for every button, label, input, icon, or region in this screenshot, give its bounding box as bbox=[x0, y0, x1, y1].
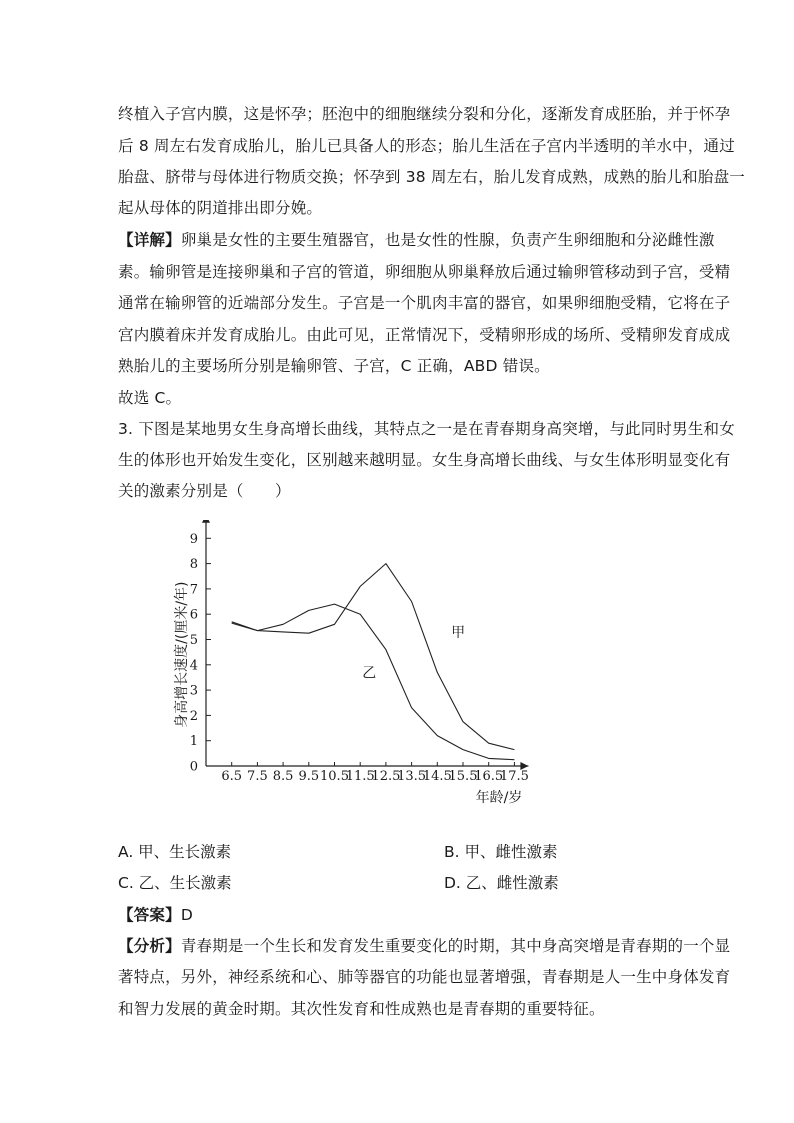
detail-line-5: 熟胎儿的主要场所分别是输卵管、子宫，C 正确，ABD 错误。 bbox=[118, 357, 550, 375]
x-axis-label: 年龄/岁 bbox=[475, 790, 523, 806]
option-b[interactable]: B. 甲、雌性激素 bbox=[444, 843, 558, 861]
series-label-yi: 乙 bbox=[362, 665, 377, 682]
analysis-text: 青春期是一个生长和发育发生重要变化的时期，其中身高突增是青春期的一个显 bbox=[180, 937, 731, 955]
question-line-3: 关的激素分别是（ ） bbox=[118, 482, 291, 500]
answer-tag: 【答案】 bbox=[118, 906, 181, 924]
x-tick-label: 14.5 bbox=[422, 769, 452, 784]
x-tick-label: 8.5 bbox=[272, 769, 294, 784]
detail-line-4: 宫内膜着床并发育成胎儿。由此可见，正常情况下，受精卵形成的场所、受精卵发育成成 bbox=[118, 326, 731, 344]
series-line-甲 bbox=[232, 604, 515, 760]
choice-line: 故选 C。 bbox=[118, 389, 182, 407]
series-line-乙 bbox=[232, 564, 515, 750]
x-tick-label: 6.5 bbox=[221, 769, 243, 784]
series-label-jia: 甲 bbox=[451, 624, 466, 641]
y-tick-label: 8 bbox=[189, 557, 198, 573]
paragraph-line-3: 胎盘、脐带与母体进行物质交换；怀孕到 38 周左右，胎儿发育成熟，成熟的胎儿和胎盘一 bbox=[118, 168, 745, 186]
analysis-line-1 bbox=[118, 936, 730, 956]
y-axis-label: 身高增长速度/(厘米/年) bbox=[174, 581, 190, 728]
analysis-tag: 【分析】 bbox=[118, 937, 181, 955]
y-tick-label: 4 bbox=[189, 658, 198, 674]
y-tick-label: 6 bbox=[189, 607, 198, 623]
paragraph-line-2: 后 8 周左右发育成胎儿，胎儿已具备人的形态；胎儿生活在子宫内半透明的羊水中，通过 bbox=[118, 137, 735, 155]
x-tick-label: 15.5 bbox=[448, 769, 478, 784]
detail-line-2: 素。输卵管是连接卵巢和子宫的管道，卵细胞从卵巢释放后通过输卵管移动到子宫，受精 bbox=[118, 263, 731, 281]
option-a[interactable]: A. 甲、生长激素 bbox=[118, 843, 232, 861]
y-tick-label: 1 bbox=[189, 734, 198, 750]
chart-ticks bbox=[190, 532, 529, 784]
detail-text: 卵巢是女性的主要生殖器官，也是女性的性腺，负责产生卵细胞和分泌雌性激 bbox=[180, 231, 715, 249]
answer-value: D bbox=[180, 906, 193, 924]
chart-series bbox=[232, 564, 515, 760]
paragraph-line-4: 起从母体的阴道排出即分娩。 bbox=[118, 199, 323, 217]
detail-tag: 【详解】 bbox=[118, 231, 181, 249]
detail-line-3: 通常在输卵管的近端部分发生。子宫是一个肌肉丰富的器官，如果卵细胞受精，它将在子 bbox=[118, 294, 731, 312]
paragraph-line-1: 终植入子宫内膜，这是怀孕；胚泡中的细胞继续分裂和分化，逐渐发育成胚胎，并于怀孕 bbox=[118, 105, 731, 123]
detail-line-1 bbox=[118, 230, 715, 250]
y-tick-label: 9 bbox=[189, 531, 198, 547]
y-tick-label: 2 bbox=[189, 708, 198, 724]
question-line-2: 生的体形也开始发生变化，区别越来越明显。女生身高增长曲线、与女生体形明显变化有 bbox=[118, 451, 731, 469]
x-tick-label: 7.5 bbox=[247, 769, 268, 784]
x-tick-label: 17.5 bbox=[499, 769, 529, 784]
answer-line bbox=[118, 905, 193, 925]
analysis-line-3: 和智力发展的黄金时期。其次性发育和性成熟也是青春期的重要特征。 bbox=[118, 1000, 605, 1018]
option-d[interactable]: D. 乙、雌性激素 bbox=[444, 874, 559, 892]
height-growth-chart bbox=[170, 520, 530, 810]
y-tick-label: 7 bbox=[189, 582, 198, 598]
x-tick-label: 10.5 bbox=[320, 769, 349, 784]
x-tick-label: 13.5 bbox=[397, 769, 427, 784]
question-line-1: 3. 下图是某地男女生身高增长曲线，其特点之一是在青春期身高突增，与此同时男生和女 bbox=[118, 420, 735, 438]
option-c[interactable]: C. 乙、生长激素 bbox=[118, 874, 232, 892]
y-tick-label: 0 bbox=[189, 759, 198, 775]
x-tick-label: 9.5 bbox=[298, 769, 320, 784]
y-tick-label: 3 bbox=[189, 683, 198, 699]
x-tick-label: 12.5 bbox=[371, 769, 401, 784]
y-tick-label: 5 bbox=[189, 633, 198, 648]
chart-axes bbox=[202, 520, 528, 770]
analysis-line-2: 著特点，另外，神经系统和心、肺等器官的功能也显著增强，青春期是人一生中身体发育 bbox=[118, 968, 731, 986]
y-axis-arrow bbox=[202, 520, 210, 523]
x-tick-label: 11.5 bbox=[345, 769, 375, 784]
x-tick-label: 16.5 bbox=[474, 769, 504, 784]
